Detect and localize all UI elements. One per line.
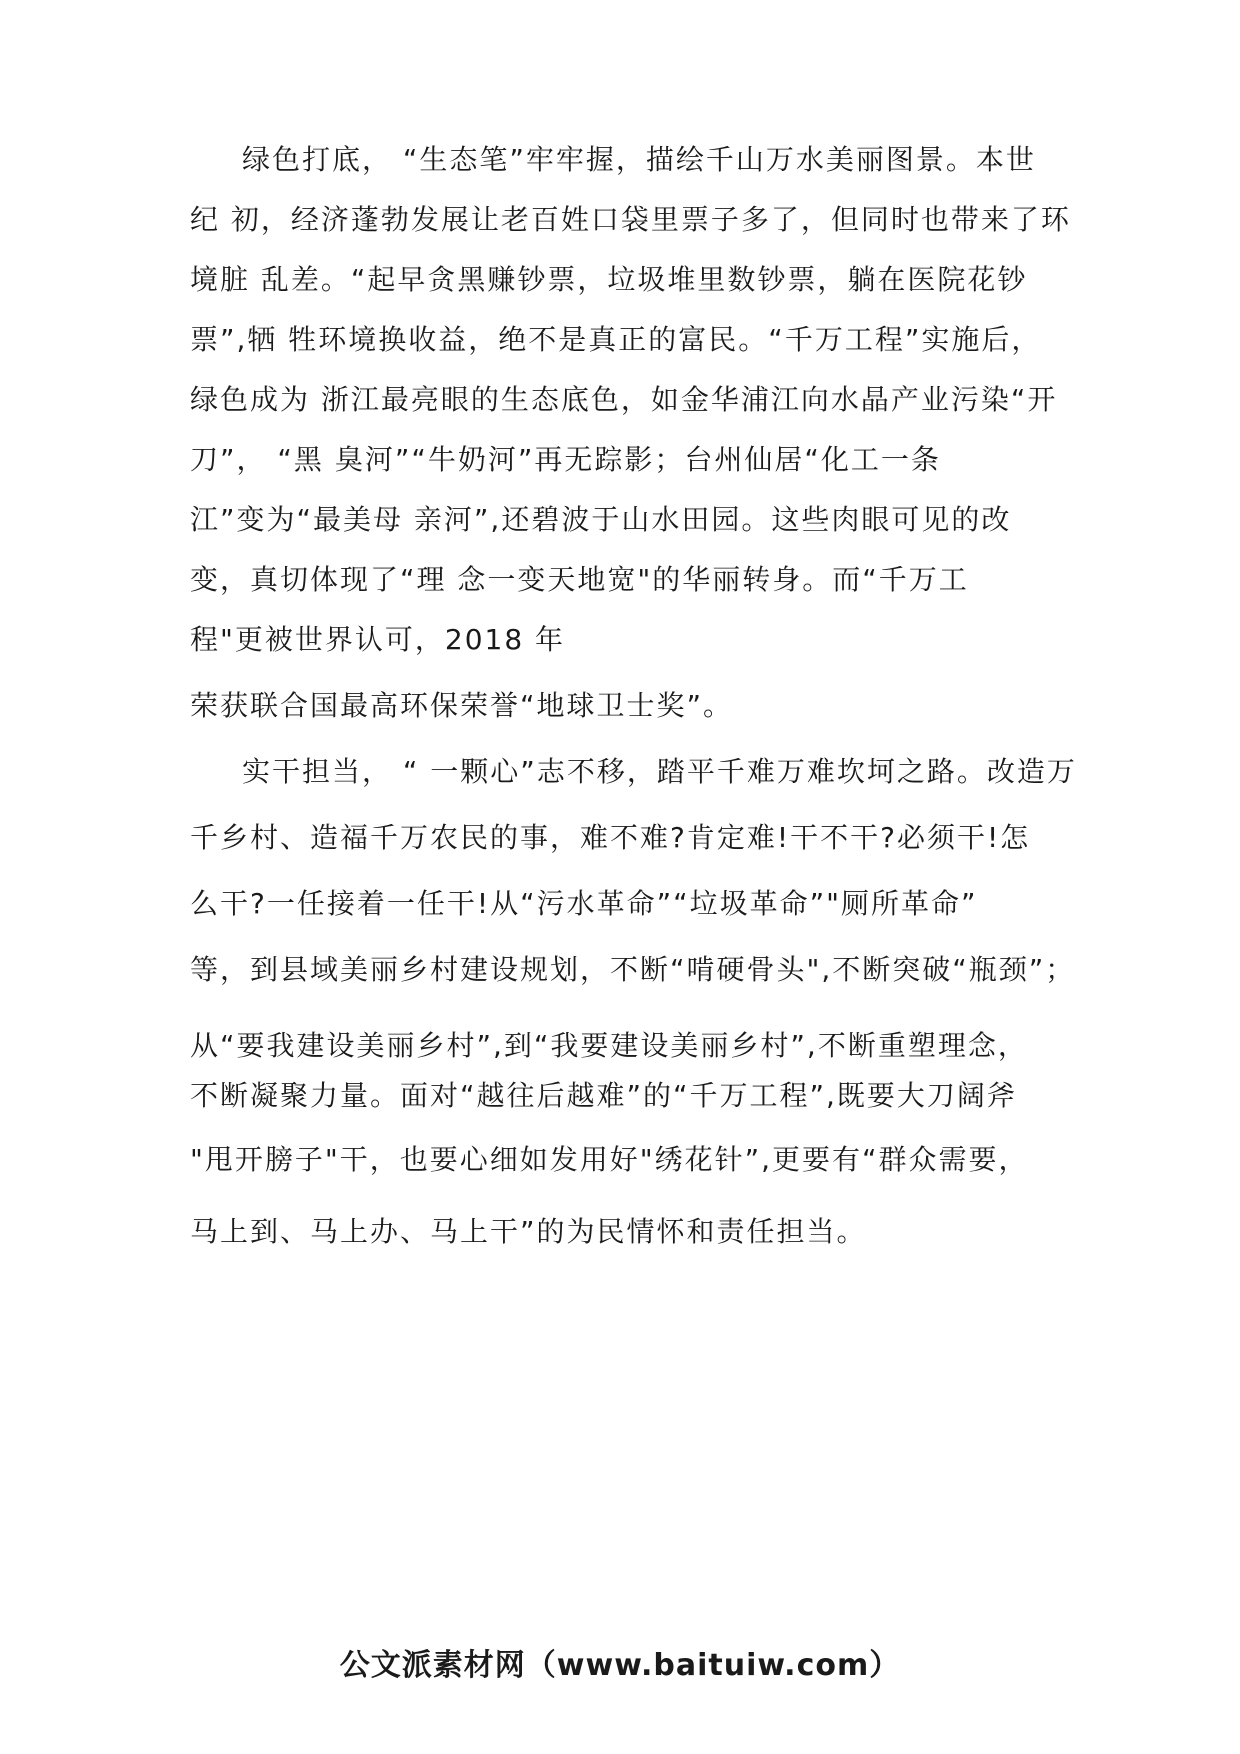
paragraph-1-line-2: 纪 初，经济蓬勃发展让老百姓口袋里票子多了，但同时也带来了环 xyxy=(190,203,1071,236)
paragraph-2-line-4: 等，到县域美丽乡村建设规划，不断“啃硬骨头",不断突破“瓶颈”； xyxy=(190,953,1076,986)
paragraph-2-line-5: 从“要我建设美丽乡村”,到“我要建设美丽乡村”,不断重塑理念， xyxy=(190,1029,1028,1062)
paragraph-1-line-3: 境脏 乱差。“起早贪黑赚钞票，垃圾堆里数钞票，躺在医院花钞 xyxy=(190,263,1028,296)
paragraph-2-line-1: 实干担当， “ 一颗心”志不移，踏平千难万难坎坷之路。改造万 xyxy=(242,755,1077,788)
paragraph-2-line-2: 千乡村、造福千万农民的事，难不难?肯定难!干不干?必须干!怎 xyxy=(190,821,1031,854)
paragraph-1-line-7: 江”变为“最美母 亲河”,还碧波于山水田园。这些肉眼可见的改 xyxy=(190,503,1012,536)
paragraph-2-line-6: 不断凝聚力量。面对“越往后越难”的“千万工程”,既要大刀阔斧 xyxy=(190,1079,1017,1112)
paragraph-2-line-3: 么干?一任接着一任干!从“污水革命”“垃圾革命”"厕所革命” xyxy=(190,887,978,920)
paragraph-2-line-8: 马上到、马上办、马上干”的为民情怀和责任担当。 xyxy=(190,1215,867,1248)
footer-watermark-text: 公文派素材网（www.baituiw.com） xyxy=(339,1648,901,1683)
paragraph-1-line-10: 荣获联合国最高环保荣誉“地球卫士奖”。 xyxy=(190,689,734,722)
paragraph-1-line-1: 绿色打底， “生态笔”牢牢握，描绘千山万水美丽图景。本世 xyxy=(242,143,1036,176)
paragraph-1-line-5: 绿色成为 浙江最亮眼的生态底色，如金华浦江向水晶产业污染“开 xyxy=(190,383,1058,416)
paragraph-1-line-9: 程"更被世界认可，2018 年 xyxy=(190,623,566,656)
paragraph-2-line-7: "甩开膀子"干，也要心细如发用好"绣花针”,更要有“群众需要， xyxy=(190,1143,1029,1176)
paragraph-1-line-6: 刀”， “黑 臭河”“牛奶河”再无踪影；台州仙居“化工一条 xyxy=(190,443,941,476)
paragraph-1-line-4: 票”,牺 牲环境换收益，绝不是真正的富民。“千万工程”实施后， xyxy=(190,323,1042,356)
paragraph-1-line-8: 变，真切体现了“理 念一变天地宽"的华丽转身。而“千万工 xyxy=(190,563,969,596)
